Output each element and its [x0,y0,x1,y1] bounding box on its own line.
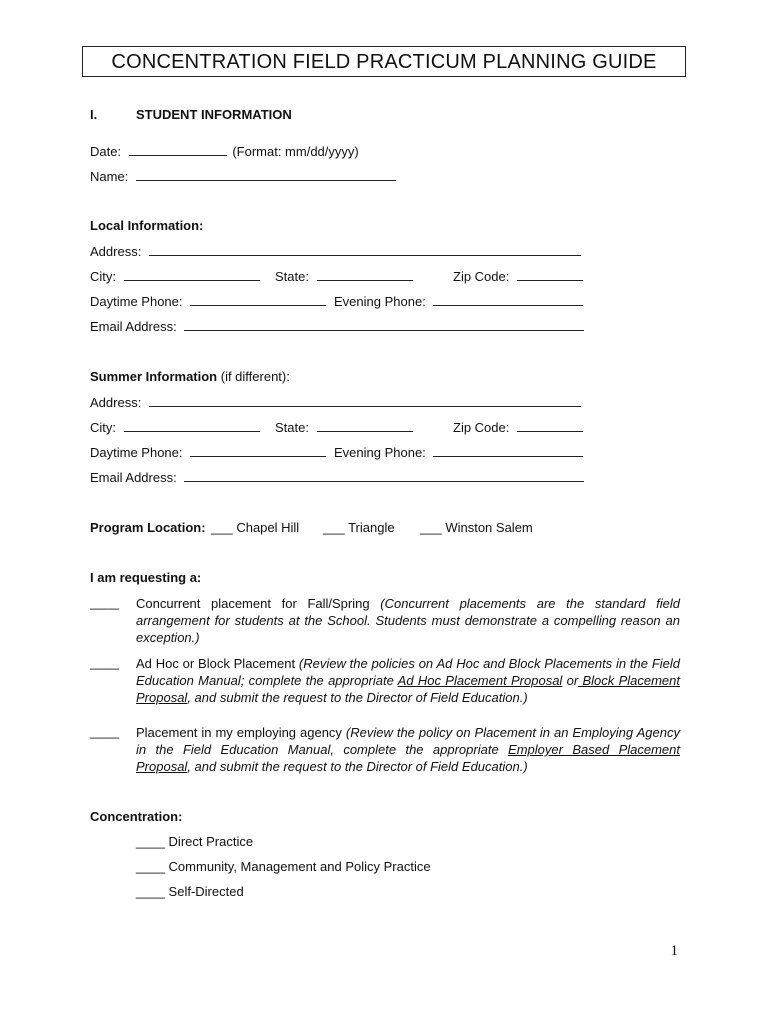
name-row [90,168,396,184]
program-location-label: Program Location: [90,520,206,535]
date-field[interactable] [129,143,227,156]
program-option-winston-salem[interactable] [420,520,533,535]
summer-state-label: State: [275,420,309,435]
summer-info-heading-row [90,369,290,384]
date-format-hint: (Format: mm/dd/yyyy) [232,144,359,159]
page-title: CONCENTRATION FIELD PRACTICUM PLANNING GUIDE [111,51,657,73]
page-number: 1 [670,943,678,959]
local-dayphone-label: Daytime Phone: [90,294,183,309]
local-dayphone-group [90,293,326,309]
summer-city-field[interactable] [124,419,260,432]
local-email-row [90,318,584,334]
employ-option-text [136,724,680,775]
program-option-label: Triangle [348,520,395,535]
summer-address-row [90,394,581,410]
adhoc-option-note-end: , and submit the request to the Director of Field Education.) [187,690,528,705]
adhoc-option-label: Ad Hoc or Block Placement [136,656,299,671]
block-proposal-link[interactable]: Block Placement Proposal [136,673,680,705]
section-number: I. [90,107,98,122]
title-box [82,46,686,77]
local-city-row [90,268,260,284]
adhoc-option-text [136,655,680,706]
summer-dayphone-label: Daytime Phone: [90,445,183,460]
summer-email-field[interactable] [184,469,584,482]
local-zip-label: Zip Code: [453,269,510,284]
summer-city-row [90,419,260,435]
concentration-option-self-directed[interactable] [136,884,244,899]
local-evephone-group [334,293,583,309]
summer-dayphone-group [90,444,326,460]
concentration-blank[interactable]: ____ [136,859,165,874]
concurrent-option-note: (Concurrent placements are the standard field arrangement for students at the School. Students must demonstrate a compelling reason an exception.) [136,596,681,645]
adhoc-option-note-or: or [562,673,579,688]
local-dayphone-field[interactable] [190,293,326,306]
concentration-blank[interactable]: ____ [136,884,165,899]
local-state-group [275,268,413,284]
summer-evephone-label: Evening Phone: [334,445,426,460]
summer-email-label: Email Address: [90,470,177,485]
local-address-row [90,243,581,259]
summer-state-field[interactable] [317,419,413,432]
local-email-field[interactable] [184,318,584,331]
local-email-label: Email Address: [90,319,177,334]
concentration-blank[interactable]: ____ [136,834,165,849]
concentration-option-community[interactable] [136,859,431,874]
local-state-field[interactable] [317,268,413,281]
employ-option-note-end: , and submit the request to the Director of Field Education.) [187,759,528,774]
summer-address-label: Address: [90,395,142,410]
requesting-heading: I am requesting a: [90,570,202,585]
concentration-option-label: Community, Management and Policy Practice [168,859,431,874]
concentration-option-label: Self-Directed [168,884,244,899]
employ-blank[interactable]: ____ [90,724,119,739]
concurrent-option-label: Concurrent placement for Fall/Spring [136,596,381,611]
local-zip-field[interactable] [517,268,583,281]
local-evephone-field[interactable] [433,293,583,306]
name-field[interactable] [136,168,396,181]
local-city-label: City: [90,269,116,284]
concentration-heading: Concentration: [90,809,183,824]
summer-info-heading: Summer Information [90,369,218,384]
summer-zip-label: Zip Code: [453,420,510,435]
concurrent-option-text [136,595,680,646]
section-heading: STUDENT INFORMATION [136,107,292,122]
program-option-label: Winston Salem [445,520,533,535]
summer-dayphone-field[interactable] [190,444,326,457]
name-label: Name: [90,169,129,184]
date-row [90,143,359,159]
summer-evephone-field[interactable] [433,444,583,457]
local-address-field[interactable] [149,243,581,256]
employ-option-note: (Review the policy on Placement in an Employing Agency in the Field Education Manual, complete the appropriate [136,725,680,757]
program-option-blank[interactable]: ___ [323,520,345,535]
local-info-heading: Local Information: [90,218,204,233]
adhoc-option-note: (Review the policies on Ad Hoc and Block Placements in the Field Education Manual; complete the appropriate [136,656,680,688]
adhoc-proposal-link[interactable]: Ad Hoc Placement Proposal [397,673,563,688]
employer-proposal-link[interactable]: Employer Based Placement Proposal [136,742,680,774]
summer-info-suffix: (if different): [217,369,290,384]
concentration-option-direct[interactable] [136,834,253,849]
summer-evephone-group [334,444,583,460]
program-option-blank[interactable]: ___ [420,520,442,535]
concentration-option-label: Direct Practice [168,834,254,849]
summer-address-field[interactable] [149,394,581,407]
concurrent-blank[interactable]: ____ [90,595,119,610]
local-state-label: State: [275,269,309,284]
local-evephone-label: Evening Phone: [334,294,426,309]
summer-zip-group [453,419,583,435]
summer-state-group [275,419,413,435]
date-label: Date: [90,144,122,159]
summer-city-label: City: [90,420,116,435]
program-option-blank[interactable]: ___ [211,520,233,535]
local-city-field[interactable] [124,268,260,281]
summer-zip-field[interactable] [517,419,583,432]
employ-option-label: Placement in my employing agency [136,725,346,740]
summer-email-row [90,469,584,485]
local-zip-group [453,268,583,284]
program-option-label: Chapel Hill [236,520,300,535]
adhoc-blank[interactable]: ____ [90,655,119,670]
local-address-label: Address: [90,244,142,259]
program-option-triangle[interactable] [323,520,395,535]
program-option-chapel-hill[interactable] [211,520,299,535]
